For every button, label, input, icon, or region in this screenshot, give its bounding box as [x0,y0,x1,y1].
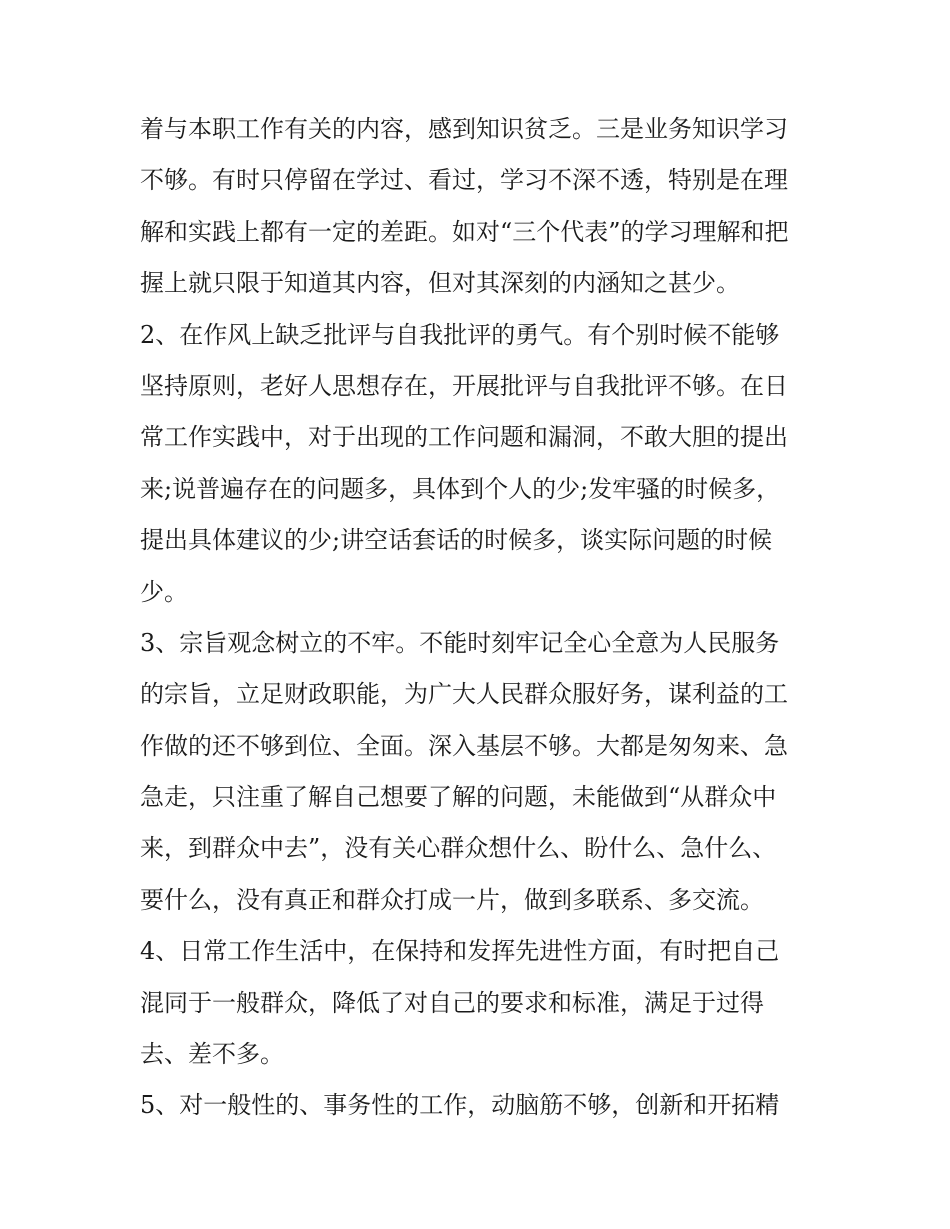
text-line: 常工作实践中，对于出现的工作问题和漏洞，不敢大胆的提出 [140,423,788,452]
text-line: 坚持原则，老好人思想存在，开展批评与自我批评不够。在日 [140,371,788,400]
text-line: 来;说普遍存在的问题多，具体到个人的少;发牢骚的时候多， [140,474,781,503]
text-line: 3、宗旨观念树立的不牢。不能时刻牢记全心全意为人民服务 [140,628,780,657]
text-line: 少。 [140,577,188,606]
text-line: 来，到群众中去”，没有关心群众想什么、盼什么、急什么、 [140,834,777,863]
text-line: 急走，只注重了解自己想要了解的问题，未能做到“从群众中 [140,783,777,812]
text-line: 5、对一般性的、事务性的工作，动脑筋不够，创新和开拓精 [140,1091,780,1120]
text-line: 作做的还不够到位、全面。深入基层不够。大都是匆匆来、急 [140,731,788,760]
document-body-text [140,104,812,1132]
text-line: 提出具体建议的少;讲空话套话的时候多，谈实际问题的时候 [140,526,773,555]
text-line: 握上就只限于知道其内容，但对其深刻的内涵知之甚少。 [140,269,740,298]
text-line: 不够。有时只停留在学过、看过，学习不深不透，特别是在理 [140,166,788,195]
text-line: 去、差不多。 [140,1040,284,1069]
text-line: 混同于一般群众，降低了对自己的要求和标准，满足于过得 [140,988,764,1017]
text-line: 要什么，没有真正和群众打成一片，做到多联系、多交流。 [140,885,764,914]
text-line: 2、在作风上缺乏批评与自我批评的勇气。有个别时候不能够 [140,320,780,349]
text-line: 4、日常工作生活中，在保持和发挥先进性方面，有时把自己 [140,937,780,966]
text-line: 着与本职工作有关的内容，感到知识贫乏。三是业务知识学习 [140,115,788,143]
text-line: 的宗旨，立足财政职能，为广大人民群众服好务，谋利益的工 [140,680,788,709]
text-line: 解和实践上都有一定的差距。如对“三个代表”的学习理解和把 [140,217,789,246]
